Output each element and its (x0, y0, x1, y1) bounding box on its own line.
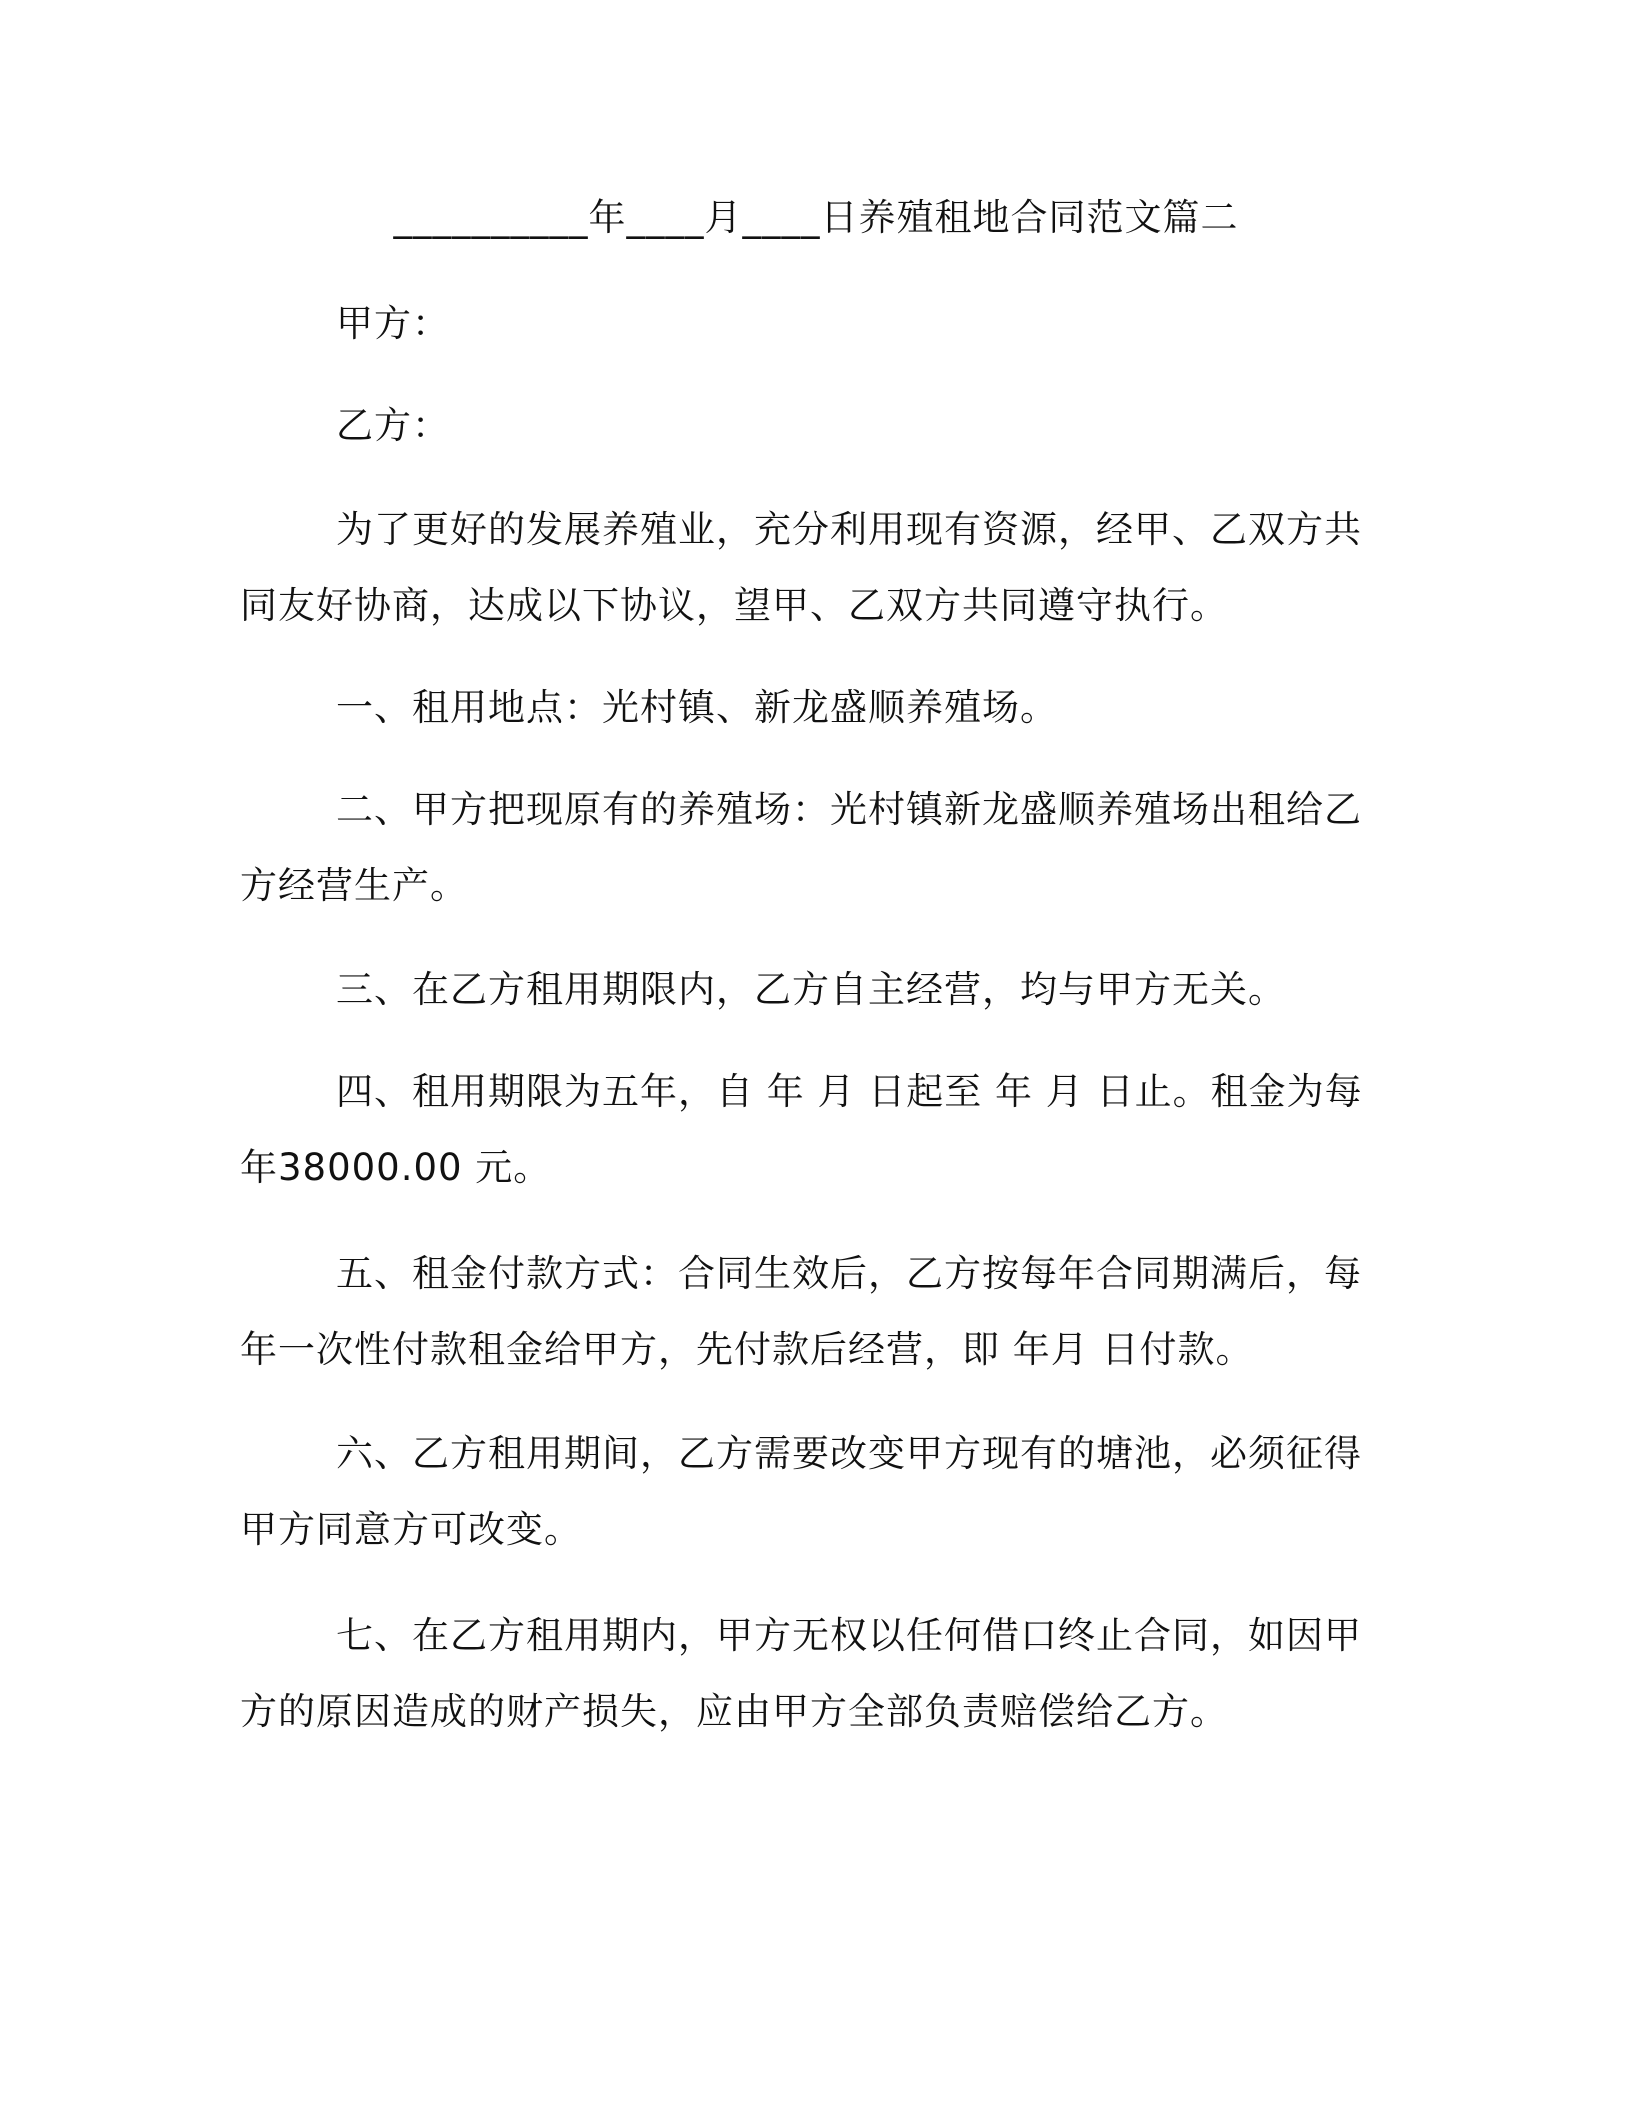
document-title: __________年____月____日养殖租地合同范文篇二 (393, 196, 1239, 239)
clause-7: 七、在乙方租用期内，甲方无权以任何借口终止合同，如因甲方的原因造成的财产损失，应由甲方全部负责赔偿给乙方。 (240, 1614, 1362, 1733)
clause-3: 三、在乙方租用期限内，乙方自主经营，均与甲方无关。 (336, 968, 1286, 1011)
clause-4: 四、租用期限为五年，自 年 月 日起至 年 月 日止。租金为每年38000.00 元。 (240, 1070, 1363, 1189)
party-b-line: 乙方： (336, 404, 450, 447)
party-a-line: 甲方： (336, 302, 450, 345)
clause-1: 一、租用地点：光村镇、新龙盛顺养殖场。 (336, 686, 1058, 729)
clause-2: 二、甲方把现原有的养殖场：光村镇新龙盛顺养殖场出租给乙方经营生产。 (240, 788, 1362, 907)
intro-paragraph: 为了更好的发展养殖业，充分利用现有资源，经甲、乙双方共同友好协商，达成以下协议，望甲、乙双方共同遵守执行。 (240, 508, 1362, 627)
clause-5: 五、租金付款方式：合同生效后，乙方按每年合同期满后，每年一次性付款租金给甲方，先付款后经营，即 年月 日付款。 (240, 1252, 1362, 1371)
clause-6: 六、乙方租用期间，乙方需要改变甲方现有的塘池，必须征得甲方同意方可改变。 (240, 1432, 1362, 1551)
